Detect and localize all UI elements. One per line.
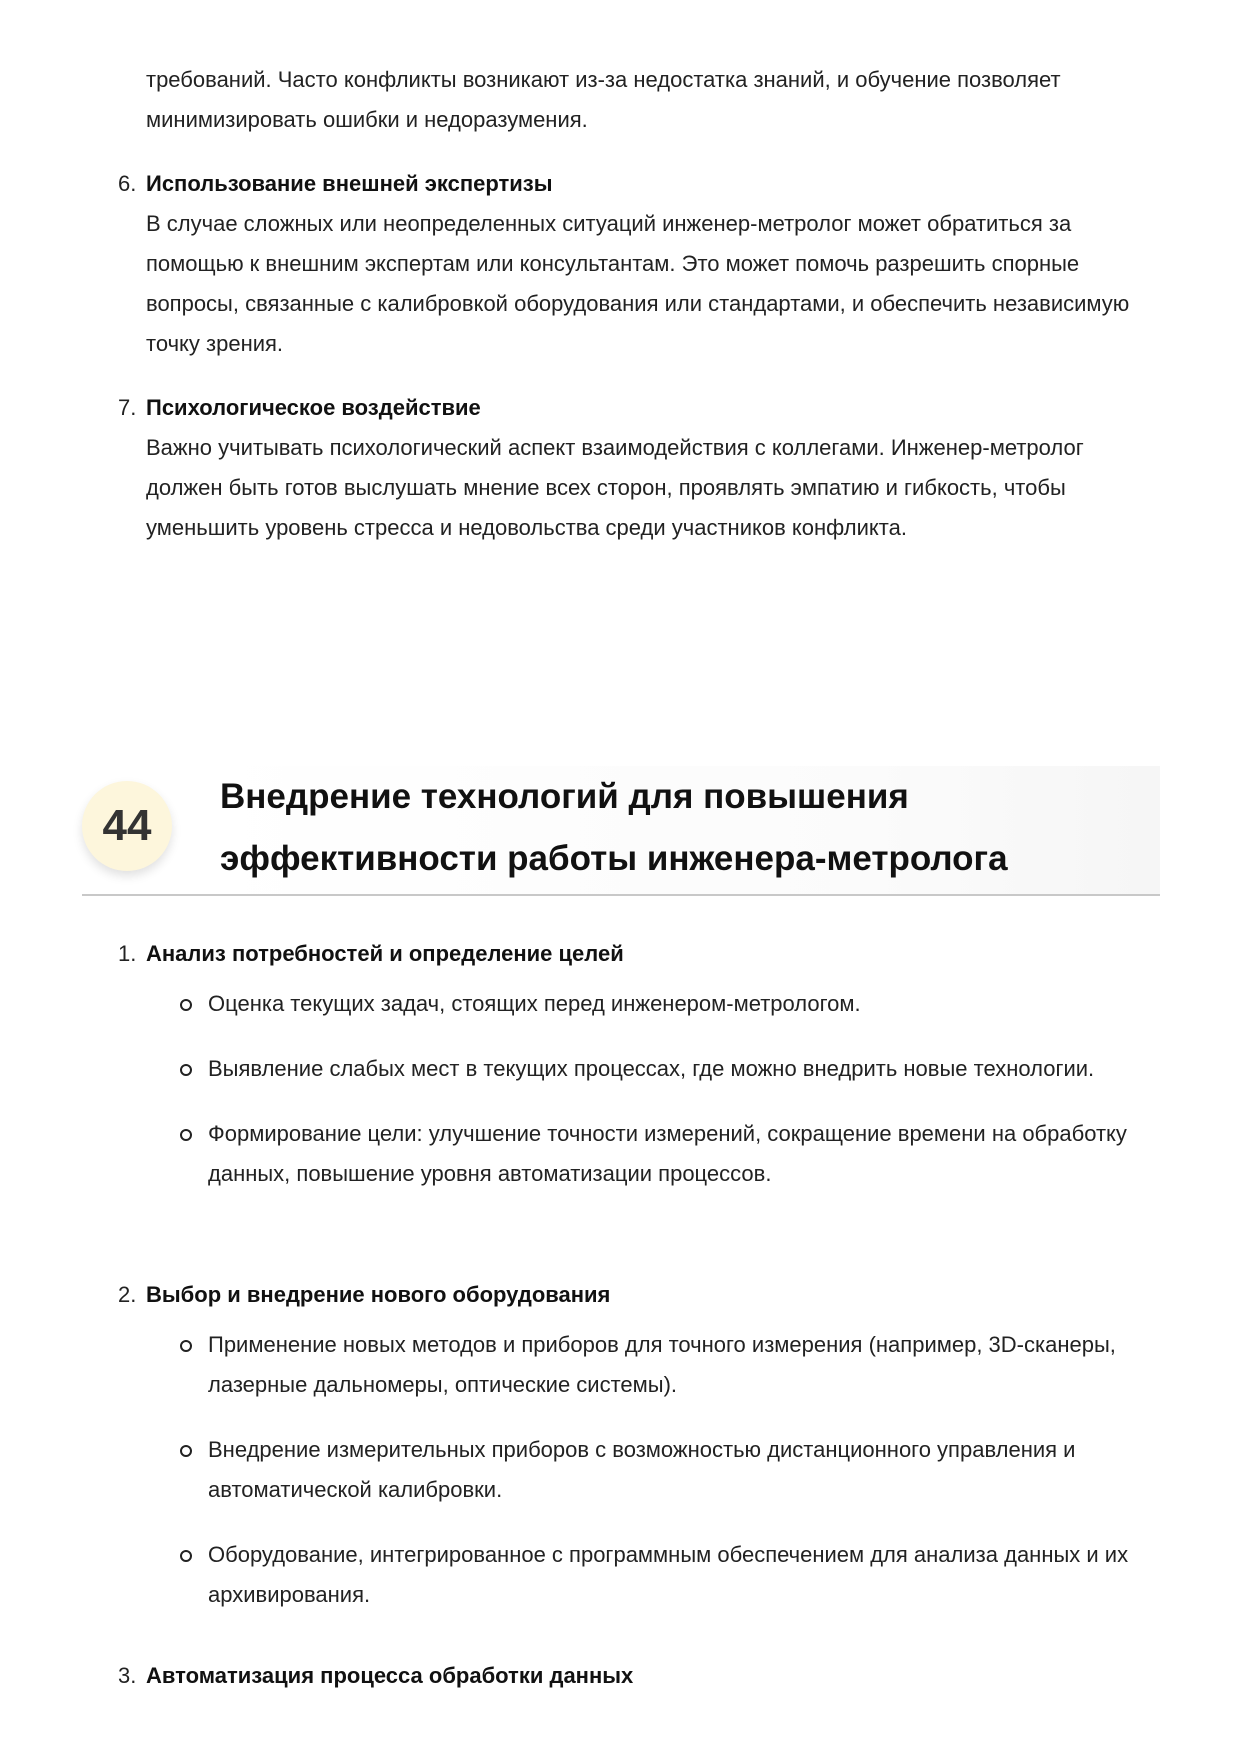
- item-title: Автоматизация процесса обработки данных: [146, 1663, 634, 1688]
- item-text: Важно учитывать психологический аспект взаимодействия с коллегами. Инженер-метролог должен быть готов выслушать мнение всех сторон, проявлять эмпатию и гибкость, чтобы уменьшить уровень стресса и недовольства среди участников конфликта.: [146, 435, 1084, 540]
- list-item-3: [118, 1656, 1158, 1696]
- section-number-badge: 44: [82, 781, 172, 871]
- continuation-block: [146, 60, 1146, 140]
- item-number: 6.: [118, 171, 137, 196]
- section-divider: [82, 894, 1160, 896]
- item-number: 7.: [118, 395, 137, 420]
- bullet-item: Формирование цели: улучшение точности измерений, сокращение времени на обработку данных, повышение уровня автоматизации процессов.: [180, 1114, 1158, 1194]
- list-item-1: [118, 934, 1158, 1219]
- list-item-7: [118, 388, 1158, 548]
- continuation-paragraph: требований. Часто конфликты возникают из-за недостатка знаний, и обучение позволяет минимизировать ошибки и недоразумения.: [146, 67, 1061, 132]
- item-title: Использование внешней экспертизы: [146, 171, 553, 196]
- item-text: В случае сложных или неопределенных ситуаций инженер-метролог может обратиться за помощью к внешним экспертам или консультантам. Это может помочь разрешить спорные вопросы, связанные с калибровкой оборудования или стандартами, и обеспечить независимую точку зрения.: [146, 211, 1130, 356]
- section-title: Внедрение технологий для повышения эффективности работы инженера-метролога: [220, 777, 1008, 878]
- bullet-list: [180, 984, 1158, 1194]
- list-item-6: [118, 164, 1158, 364]
- list-item-2: [118, 1275, 1158, 1640]
- bullet-item: Внедрение измерительных приборов с возможностью дистанционного управления и автоматической калибровки.: [180, 1430, 1158, 1510]
- item-title: Психологическое воздействие: [146, 395, 481, 420]
- bullet-item: Оборудование, интегрированное с программным обеспечением для анализа данных и их архивирования.: [180, 1535, 1158, 1615]
- bullet-item: Оценка текущих задач, стоящих перед инженером-метрологом.: [180, 984, 1158, 1024]
- item-title: Выбор и внедрение нового оборудования: [146, 1282, 611, 1307]
- item-number: 3.: [118, 1663, 137, 1688]
- section-header: [82, 766, 1160, 896]
- bullet-item: Применение новых методов и приборов для точного измерения (например, 3D-сканеры, лазерные дальномеры, оптические системы).: [180, 1325, 1158, 1405]
- bullet-list: [180, 1325, 1158, 1615]
- item-number: 1.: [118, 941, 137, 966]
- item-title: Анализ потребностей и определение целей: [146, 941, 624, 966]
- item-number: 2.: [118, 1282, 137, 1307]
- bullet-item: Выявление слабых мест в текущих процессах, где можно внедрить новые технологии.: [180, 1049, 1158, 1089]
